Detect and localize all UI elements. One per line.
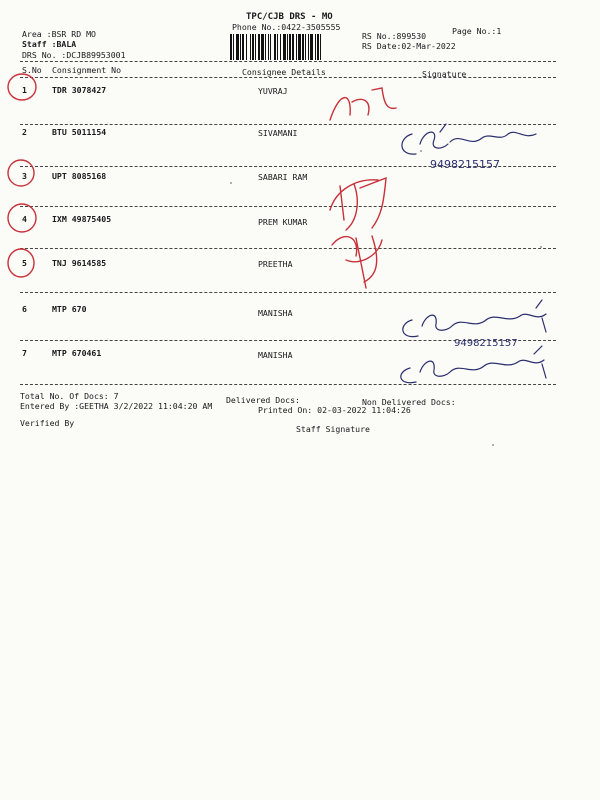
consignment-number: MTP 670461: [52, 348, 102, 358]
row-number: 2: [22, 127, 27, 137]
consignment-number: TDR 3078427: [52, 85, 107, 95]
circle-row-3: [8, 160, 34, 186]
consignment-number: MTP 670: [52, 304, 87, 314]
row-number: 1: [22, 85, 27, 95]
row-number: 6: [22, 304, 27, 314]
circle-row-1: [8, 74, 36, 100]
entered-by: Entered By :GEETHA 3/2/2022 11:04:20 AM: [20, 401, 213, 411]
signature-row-2: [390, 120, 570, 180]
staff-field: Staff :BALA: [22, 39, 77, 49]
consignment-number: UPT 8085168: [52, 171, 107, 181]
consignee-name: PREETHA: [258, 259, 293, 269]
verified-by: Verified By: [20, 418, 75, 428]
total-docs: Total No. Of Docs: 7: [20, 391, 119, 401]
consignment-number: BTU 5011154: [52, 127, 107, 137]
red-ink-annotations: [0, 60, 600, 320]
signature-rows-6-7: [396, 298, 580, 388]
rs-date: RS Date:02-Mar-2022: [362, 41, 456, 51]
consignee-name: YUVRAJ: [258, 86, 288, 96]
staff-signature-label: Staff Signature: [296, 424, 370, 434]
consignment-number: IXM 49875405: [52, 214, 112, 224]
signature-phone: 9498215157: [430, 158, 500, 171]
row-number: 7: [22, 348, 27, 358]
non-delivered-docs: Non Delivered Docs:: [362, 397, 456, 407]
page-number: Page No.:1: [452, 26, 502, 36]
consignee-name: MANISHA: [258, 308, 293, 318]
consignee-name: PREM KUMAR: [258, 217, 308, 227]
col-sno: S.No: [22, 65, 42, 75]
row-number: 3: [22, 171, 27, 181]
scan-speck: [492, 444, 494, 446]
col-consignee: Consignee Details: [242, 67, 326, 77]
row-number: 5: [22, 258, 27, 268]
area-field: Area :BSR RD MO: [22, 29, 96, 39]
document-title: TPC/CJB DRS - MO: [246, 12, 333, 22]
circle-row-4: [8, 204, 36, 232]
consignee-name: MANISHA: [258, 350, 293, 360]
consignment-number: TNJ 9614585: [52, 258, 107, 268]
printed-on: Printed On: 02-03-2022 11:04:26: [258, 405, 411, 415]
scan-speck: [230, 182, 232, 184]
row-number: 4: [22, 214, 27, 224]
phone-number: Phone No.:0422-3505555: [232, 22, 341, 32]
signature-phone: 9498215157: [454, 338, 518, 349]
col-consignment: Consignment No: [52, 65, 122, 75]
col-signature: Signature: [422, 69, 467, 79]
consignee-name: SIVAMANI: [258, 128, 298, 138]
delivered-docs: Delivered Docs:: [226, 395, 300, 405]
circle-row-5: [8, 249, 34, 277]
rs-number: RS No.:899530: [362, 31, 427, 41]
barcode: [230, 34, 354, 60]
drs-number: DRS No. :DCJB89953001: [22, 50, 126, 60]
scan-speck: [420, 150, 422, 152]
scan-speck: [540, 246, 542, 248]
consignee-name: SABARI RAM: [258, 172, 308, 182]
